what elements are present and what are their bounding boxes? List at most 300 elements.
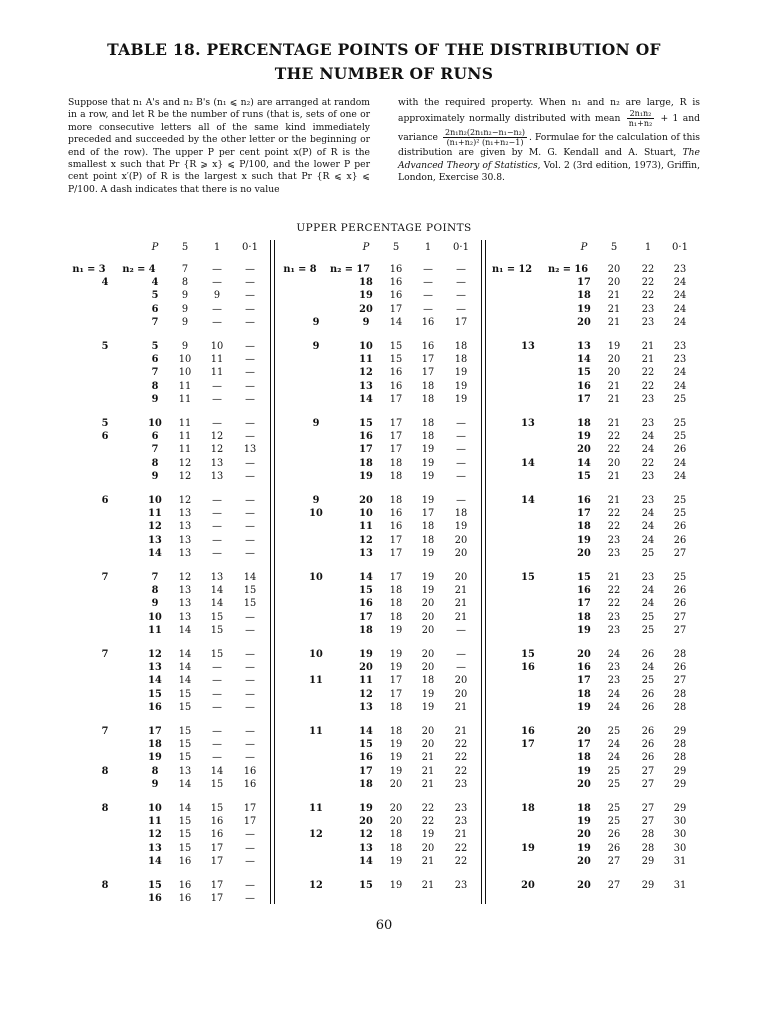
n2-value: 12 <box>359 688 373 700</box>
value-0-1pct: 19 <box>454 393 468 405</box>
value-0-1pct: 16 <box>243 778 257 790</box>
value-0-1pct: 13 <box>243 444 257 456</box>
value-5pct: 22 <box>607 431 621 443</box>
n2-value: 10 <box>148 611 162 623</box>
value-5pct: 19 <box>389 649 403 660</box>
n1-value: 11 <box>309 675 323 687</box>
value-1pct: 15 <box>210 611 224 623</box>
value-1pct: 16 <box>421 341 435 352</box>
value-5pct: 18 <box>389 585 403 597</box>
value-1pct: 20 <box>421 649 435 660</box>
value-5pct: 19 <box>389 765 403 777</box>
value-5pct: 22 <box>607 508 621 520</box>
value-1pct: 23 <box>641 316 655 328</box>
value-1pct: — <box>423 277 433 289</box>
value-5pct: 15 <box>178 739 192 751</box>
value-5pct: 16 <box>389 367 403 379</box>
value-0-1pct: 14 <box>243 572 257 583</box>
value-0-1pct: — <box>245 547 255 559</box>
value-1pct: 19 <box>421 701 435 713</box>
n1-value: 9 <box>312 341 320 352</box>
value-0-1pct: 23 <box>673 264 687 275</box>
value-0-1pct: 22 <box>454 765 468 777</box>
value-1pct: 19 <box>421 495 435 506</box>
value-0-1pct: 28 <box>673 752 687 764</box>
n1-value: 12 <box>309 880 323 891</box>
value-5pct: 14 <box>178 662 192 674</box>
value-5pct: 21 <box>607 303 621 315</box>
value-1pct: 24 <box>641 662 655 674</box>
value-1pct: 19 <box>421 585 435 597</box>
page-number: 60 <box>375 918 393 933</box>
value-1pct: 27 <box>641 778 655 790</box>
value-1pct: 22 <box>641 290 655 302</box>
value-5pct: 11 <box>178 393 192 405</box>
n2-value: 18 <box>359 277 373 289</box>
value-1pct: 20 <box>421 662 435 674</box>
value-0-1pct: — <box>245 367 255 379</box>
column-divider <box>274 240 275 904</box>
value-1pct: 12 <box>210 431 224 443</box>
value-1pct: 22 <box>641 367 655 379</box>
value-1pct: 24 <box>641 444 655 456</box>
value-1pct: 21 <box>421 752 435 764</box>
n2-value: 11 <box>148 816 162 828</box>
value-0-1pct: 27 <box>673 547 687 559</box>
value-1pct: 12 <box>210 444 224 456</box>
value-0-1pct: 23 <box>454 816 468 828</box>
value-0-1pct: 21 <box>454 585 468 597</box>
value-1pct: 26 <box>641 688 655 700</box>
value-1pct: 22 <box>641 277 655 289</box>
value-5pct: 16 <box>178 893 192 905</box>
value-5pct: 17 <box>389 547 403 559</box>
value-5pct: 18 <box>389 829 403 841</box>
n1-value: 16 <box>521 726 535 737</box>
n1-value: 14 <box>521 495 535 506</box>
n1-value: 4 <box>101 277 109 289</box>
n1-value: 10 <box>309 649 323 660</box>
n1-value: 10 <box>309 508 323 520</box>
value-1pct: 15 <box>210 803 224 814</box>
value-5pct: 13 <box>178 547 192 559</box>
n2-value: 20 <box>359 303 373 315</box>
value-0-1pct: — <box>456 624 466 636</box>
value-1pct: 25 <box>641 624 655 636</box>
value-0-1pct: 18 <box>454 508 468 520</box>
n2-value: 20 <box>577 880 591 891</box>
header-5: 5 <box>181 242 189 253</box>
value-1pct: 21 <box>421 765 435 777</box>
value-0-1pct: — <box>245 521 255 533</box>
n1-value: 20 <box>521 880 535 891</box>
n1-value: 13 <box>521 418 535 429</box>
value-0-1pct: — <box>245 457 255 469</box>
value-5pct: 21 <box>607 393 621 405</box>
n2-value: n₂ = 17 <box>329 264 371 275</box>
mean-fraction <box>627 109 654 128</box>
value-0-1pct: — <box>245 508 255 520</box>
value-0-1pct: 19 <box>454 521 468 533</box>
n2-value: 20 <box>577 547 591 559</box>
n2-value: 20 <box>577 649 591 660</box>
n2-value: 10 <box>148 495 162 506</box>
value-0-1pct: — <box>456 431 466 443</box>
n2-value: 15 <box>148 688 162 700</box>
n1-value: 15 <box>521 649 535 660</box>
value-1pct: 27 <box>641 765 655 777</box>
n1-value: 7 <box>101 572 109 583</box>
value-1pct: — <box>212 418 222 429</box>
value-1pct: — <box>212 495 222 506</box>
n1-value: 9 <box>312 495 320 506</box>
value-0-1pct: 30 <box>673 829 687 841</box>
value-0-1pct: 27 <box>673 675 687 687</box>
value-0-1pct: — <box>245 418 255 429</box>
value-5pct: 17 <box>389 303 403 315</box>
n2-value: 17 <box>359 611 373 623</box>
n2-value: 16 <box>148 893 162 905</box>
value-5pct: 25 <box>607 765 621 777</box>
n2-value: n₂ = 16 <box>547 264 589 275</box>
value-0-1pct: 24 <box>673 457 687 469</box>
n2-value: 16 <box>359 598 373 610</box>
value-5pct: 19 <box>389 752 403 764</box>
value-1pct: 18 <box>421 521 435 533</box>
value-5pct: 9 <box>181 341 189 352</box>
value-5pct: 15 <box>178 752 192 764</box>
variance-label: variance <box>398 132 438 144</box>
value-0-1pct: — <box>245 341 255 352</box>
n2-value: 12 <box>359 534 373 546</box>
value-0-1pct: 25 <box>673 495 687 506</box>
value-1pct: 21 <box>421 880 435 891</box>
value-1pct: 16 <box>210 816 224 828</box>
value-5pct: 16 <box>389 508 403 520</box>
value-5pct: 24 <box>607 649 621 660</box>
n2-value: 19 <box>577 534 591 546</box>
value-5pct: 15 <box>178 842 192 854</box>
n2-value: 12 <box>359 367 373 379</box>
value-1pct: 19 <box>421 688 435 700</box>
value-5pct: 20 <box>607 457 621 469</box>
n1-value: 8 <box>101 880 109 891</box>
value-0-1pct: 22 <box>454 855 468 867</box>
n2-value: 18 <box>577 752 591 764</box>
value-0-1pct: 28 <box>673 701 687 713</box>
n2-value: 11 <box>148 508 162 520</box>
n1-value: 15 <box>521 572 535 583</box>
value-0-1pct: — <box>245 880 255 891</box>
value-0-1pct: 28 <box>673 649 687 660</box>
value-0-1pct: — <box>245 675 255 687</box>
value-0-1pct: 19 <box>454 367 468 379</box>
value-5pct: 16 <box>389 277 403 289</box>
value-5pct: 22 <box>607 598 621 610</box>
value-5pct: 25 <box>607 816 621 828</box>
value-1pct: — <box>212 264 222 275</box>
value-5pct: 21 <box>607 418 621 429</box>
n2-value: 20 <box>359 816 373 828</box>
value-1pct: 22 <box>421 816 435 828</box>
n2-value: 17 <box>577 675 591 687</box>
value-1pct: — <box>212 316 222 328</box>
value-0-1pct: 20 <box>454 688 468 700</box>
value-0-1pct: — <box>245 662 255 674</box>
n2-value: 15 <box>359 585 373 597</box>
value-5pct: 22 <box>607 585 621 597</box>
header-5: 5 <box>392 242 400 253</box>
value-0-1pct: 22 <box>454 842 468 854</box>
value-1pct: 23 <box>641 470 655 482</box>
n2-value: 9 <box>362 316 370 328</box>
n2-value: 20 <box>577 778 591 790</box>
n2-value: 11 <box>359 675 373 687</box>
n1-value: 14 <box>521 457 535 469</box>
value-5pct: 8 <box>181 277 189 289</box>
n2-value: 14 <box>148 675 162 687</box>
n2-value: 11 <box>359 521 373 533</box>
n1-value: 16 <box>521 662 535 674</box>
value-5pct: 16 <box>389 380 403 392</box>
value-1pct: — <box>212 393 222 405</box>
value-1pct: — <box>212 726 222 737</box>
value-1pct: 18 <box>421 675 435 687</box>
value-0-1pct: — <box>245 726 255 737</box>
value-1pct: 23 <box>641 303 655 315</box>
value-0-1pct: — <box>245 354 255 366</box>
n2-value: n₂ = 4 <box>122 264 156 275</box>
n2-value: 17 <box>577 739 591 751</box>
value-5pct: 27 <box>607 880 621 891</box>
n2-value: 19 <box>577 842 591 854</box>
value-1pct: 15 <box>210 778 224 790</box>
value-5pct: 17 <box>389 534 403 546</box>
value-5pct: 17 <box>389 444 403 456</box>
value-0-1pct: — <box>245 829 255 841</box>
value-5pct: 11 <box>178 431 192 443</box>
column-divider <box>485 240 486 904</box>
n2-value: 18 <box>577 688 591 700</box>
value-0-1pct: — <box>245 290 255 302</box>
n2-value: 9 <box>151 598 159 610</box>
value-0-1pct: 20 <box>454 572 468 583</box>
n2-value: 10 <box>148 418 162 429</box>
value-5pct: 14 <box>178 803 192 814</box>
value-1pct: 24 <box>641 598 655 610</box>
n1-value: 5 <box>101 418 109 429</box>
value-0-1pct: — <box>456 418 466 429</box>
n2-value: 12 <box>148 829 162 841</box>
value-1pct: 26 <box>641 726 655 737</box>
value-0-1pct: 26 <box>673 585 687 597</box>
value-1pct: — <box>212 675 222 687</box>
value-5pct: 27 <box>607 855 621 867</box>
value-5pct: 13 <box>178 585 192 597</box>
variance-fraction <box>443 128 527 147</box>
n2-value: 18 <box>577 803 591 814</box>
header-0-1: 0·1 <box>672 242 688 253</box>
value-0-1pct: 27 <box>673 624 687 636</box>
value-0-1pct: 18 <box>454 341 468 352</box>
intro-left-column <box>68 97 370 196</box>
n2-value: 14 <box>359 726 373 737</box>
value-1pct: 28 <box>641 829 655 841</box>
value-1pct: 29 <box>641 855 655 867</box>
n2-value: 18 <box>359 457 373 469</box>
value-1pct: — <box>212 380 222 392</box>
value-0-1pct: 16 <box>243 765 257 777</box>
value-1pct: 20 <box>421 598 435 610</box>
n2-value: 19 <box>359 649 373 660</box>
value-0-1pct: 24 <box>673 367 687 379</box>
value-0-1pct: — <box>245 752 255 764</box>
n2-value: 19 <box>577 624 591 636</box>
value-0-1pct: — <box>245 316 255 328</box>
n2-value: 7 <box>151 367 159 379</box>
variance-numerator: 2n₁n₂(2n₁n₂−n₁−n₂) <box>445 128 525 138</box>
n2-value: 15 <box>359 739 373 751</box>
n2-value: 13 <box>359 547 373 559</box>
value-5pct: 15 <box>389 354 403 366</box>
value-1pct: 18 <box>421 393 435 405</box>
n2-value: 7 <box>151 444 159 456</box>
value-1pct: — <box>423 303 433 315</box>
value-5pct: 16 <box>178 855 192 867</box>
n2-value: 18 <box>577 418 591 429</box>
value-1pct: 24 <box>641 431 655 443</box>
value-5pct: 17 <box>389 431 403 443</box>
value-5pct: 12 <box>178 495 192 506</box>
n1-value: 9 <box>312 316 320 328</box>
n2-value: 10 <box>148 803 162 814</box>
n2-value: 13 <box>359 701 373 713</box>
value-5pct: 21 <box>607 495 621 506</box>
value-0-1pct: 24 <box>673 290 687 302</box>
value-5pct: 11 <box>178 418 192 429</box>
value-1pct: 26 <box>641 752 655 764</box>
value-1pct: — <box>212 277 222 289</box>
n2-value: 6 <box>151 303 159 315</box>
value-0-1pct: — <box>456 290 466 302</box>
value-1pct: 17 <box>210 842 224 854</box>
n2-value: 8 <box>151 457 159 469</box>
value-0-1pct: — <box>456 303 466 315</box>
value-1pct: 20 <box>421 726 435 737</box>
value-0-1pct: 25 <box>673 572 687 583</box>
value-5pct: 23 <box>607 611 621 623</box>
intro-left-text: Suppose that n₁ A's and n₂ B's (n₁ ⩽ n₂) are arranged at random in a row, and let R be the number of runs (that is, sets of one or more consecutive letters all of the same kind immediately preceded and succeeded by the other letter or the beginning or end of the row). The upper P per cent point x(P) of R is the smallest x such that Pr {R ⩾ x} ⩽ P/100, and the lower P per cent point x′(P) of R is the largest x such that Pr {R ⩽ x} ⩽ P/100. A dash indicates that there is no value <box>68 97 370 195</box>
value-5pct: 22 <box>607 521 621 533</box>
value-0-1pct: 15 <box>243 598 257 610</box>
n2-value: 11 <box>359 354 373 366</box>
n2-value: 17 <box>359 765 373 777</box>
value-5pct: 18 <box>389 598 403 610</box>
n2-value: 13 <box>148 534 162 546</box>
value-1pct: 21 <box>641 354 655 366</box>
n1-value: 18 <box>521 803 535 814</box>
value-1pct: 19 <box>421 829 435 841</box>
n2-value: 19 <box>577 303 591 315</box>
value-1pct: 18 <box>421 418 435 429</box>
value-5pct: 20 <box>389 816 403 828</box>
value-1pct: 24 <box>641 508 655 520</box>
mean-tail: + 1 and <box>660 113 700 125</box>
value-0-1pct: — <box>245 495 255 506</box>
value-5pct: 15 <box>389 341 403 352</box>
value-1pct: 26 <box>641 739 655 751</box>
value-5pct: 16 <box>389 290 403 302</box>
value-5pct: 10 <box>178 354 192 366</box>
value-5pct: 18 <box>389 470 403 482</box>
column-divider <box>270 240 271 904</box>
n2-value: 8 <box>151 765 159 777</box>
value-1pct: 18 <box>421 380 435 392</box>
value-5pct: 14 <box>178 624 192 636</box>
n2-value: 15 <box>359 418 373 429</box>
value-5pct: 7 <box>181 264 189 275</box>
intro-p3: , Vol. 2 (3rd edition, 1973), Griffin, London, Exercise 30.8. <box>398 159 700 184</box>
value-0-1pct: 29 <box>673 803 687 814</box>
value-0-1pct: 19 <box>454 380 468 392</box>
value-1pct: 22 <box>421 803 435 814</box>
value-0-1pct: 17 <box>243 803 257 814</box>
n2-value: 15 <box>577 572 591 583</box>
value-0-1pct: 21 <box>454 726 468 737</box>
value-0-1pct: 24 <box>673 470 687 482</box>
value-0-1pct: — <box>245 277 255 289</box>
value-5pct: 13 <box>178 508 192 520</box>
value-5pct: 23 <box>607 675 621 687</box>
value-1pct: 29 <box>641 880 655 891</box>
value-0-1pct: — <box>456 495 466 506</box>
table-title-line-2: THE NUMBER OF RUNS <box>274 64 494 83</box>
n2-value: 5 <box>151 290 159 302</box>
value-0-1pct: — <box>245 534 255 546</box>
value-1pct: 17 <box>421 354 435 366</box>
n2-value: 10 <box>359 508 373 520</box>
value-1pct: 16 <box>421 316 435 328</box>
value-0-1pct: 25 <box>673 393 687 405</box>
value-0-1pct: 27 <box>673 611 687 623</box>
n2-value: 15 <box>577 367 591 379</box>
value-1pct: 22 <box>641 380 655 392</box>
n1-value: 11 <box>309 726 323 737</box>
value-1pct: 17 <box>210 893 224 905</box>
column-divider <box>481 240 482 904</box>
value-1pct: 14 <box>210 585 224 597</box>
value-0-1pct: 31 <box>673 855 687 867</box>
n1-value: 10 <box>309 572 323 583</box>
value-0-1pct: 30 <box>673 842 687 854</box>
value-5pct: 24 <box>607 701 621 713</box>
value-5pct: 9 <box>181 290 189 302</box>
n2-value: 17 <box>359 444 373 456</box>
n2-value: 4 <box>151 277 159 289</box>
header-p: P <box>580 242 588 253</box>
value-5pct: 14 <box>178 649 192 660</box>
value-0-1pct: — <box>456 662 466 674</box>
value-5pct: 13 <box>178 521 192 533</box>
value-1pct: — <box>212 547 222 559</box>
value-0-1pct: — <box>245 393 255 405</box>
value-5pct: 19 <box>389 662 403 674</box>
n2-value: 18 <box>148 739 162 751</box>
n2-value: 6 <box>151 431 159 443</box>
n2-value: 14 <box>577 457 591 469</box>
value-1pct: 26 <box>641 649 655 660</box>
n2-value: 12 <box>359 829 373 841</box>
